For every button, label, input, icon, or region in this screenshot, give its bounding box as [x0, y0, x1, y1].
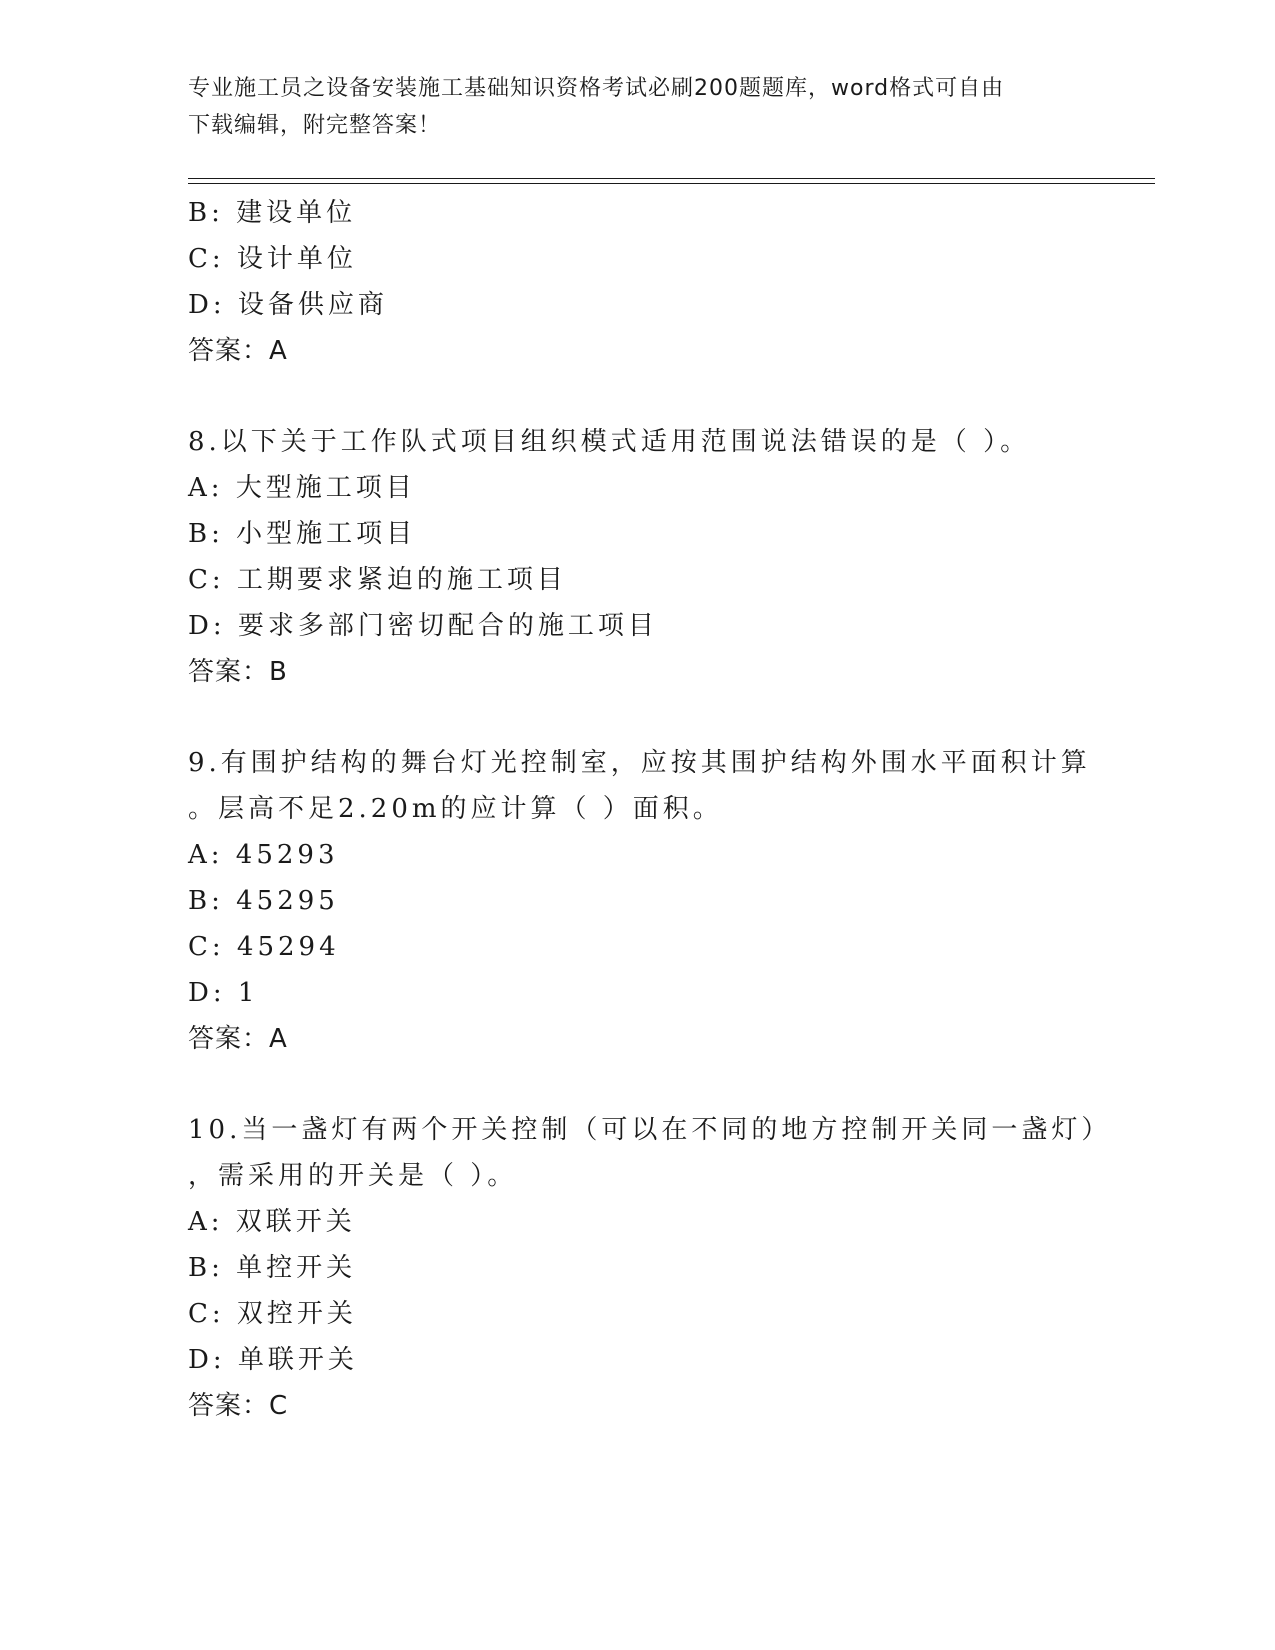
- header-divider-bottom: [188, 183, 1155, 184]
- option-d: D: 1: [188, 978, 259, 1008]
- question-block-8: [188, 419, 1088, 695]
- option-b: B: 单控开关: [188, 1253, 357, 1283]
- option-c: C: 设计单位: [188, 244, 357, 274]
- question-stem: 8.以下关于工作队式项目组织模式适用范围说法错误的是（ ）。: [188, 427, 1031, 457]
- header-divider-top: [188, 178, 1155, 179]
- question-stem-continued: ，需采用的开关是（ ）。: [188, 1161, 518, 1191]
- answer-line: 答案：A: [188, 336, 288, 366]
- option-d: D: 设备供应商: [188, 290, 388, 320]
- option-d: D: 单联开关: [188, 1345, 358, 1375]
- header-line-1: 专业施工员之设备安装施工基础知识资格考试必刷200题题库，word格式可自由: [188, 76, 1005, 101]
- document-body: [188, 190, 1112, 1429]
- answer-line: 答案：C: [188, 1391, 289, 1421]
- option-b: B: 小型施工项目: [188, 519, 417, 549]
- option-a: A: 双联开关: [188, 1207, 356, 1237]
- question-block-7: [188, 190, 1088, 374]
- option-b: B: 建设单位: [188, 198, 357, 228]
- option-c: C: 双控开关: [188, 1299, 357, 1329]
- question-stem: 9.有围护结构的舞台灯光控制室，应按其围护结构外围水平面积计算: [188, 748, 1091, 778]
- question-stem: 10.当一盏灯有两个开关控制（可以在不同的地方控制开关同一盏灯）: [188, 1115, 1112, 1145]
- question-block-10: [188, 1107, 1112, 1429]
- header-line-2: 下载编辑，附完整答案！: [188, 113, 442, 138]
- option-c: C: 工期要求紧迫的施工项目: [188, 565, 567, 595]
- option-d: D: 要求多部门密切配合的施工项目: [188, 611, 658, 641]
- answer-line: 答案：A: [188, 1024, 288, 1054]
- document-header: [188, 70, 1088, 144]
- option-b: B: 45295: [188, 886, 339, 916]
- question-stem-continued: 。层高不足2.20m的应计算（ ）面积。: [188, 794, 723, 824]
- question-block-9: [188, 740, 1091, 1062]
- option-c: C: 45294: [188, 932, 340, 962]
- answer-line: 答案：B: [188, 657, 288, 687]
- option-a: A: 45293: [188, 840, 339, 870]
- option-a: A: 大型施工项目: [188, 473, 416, 503]
